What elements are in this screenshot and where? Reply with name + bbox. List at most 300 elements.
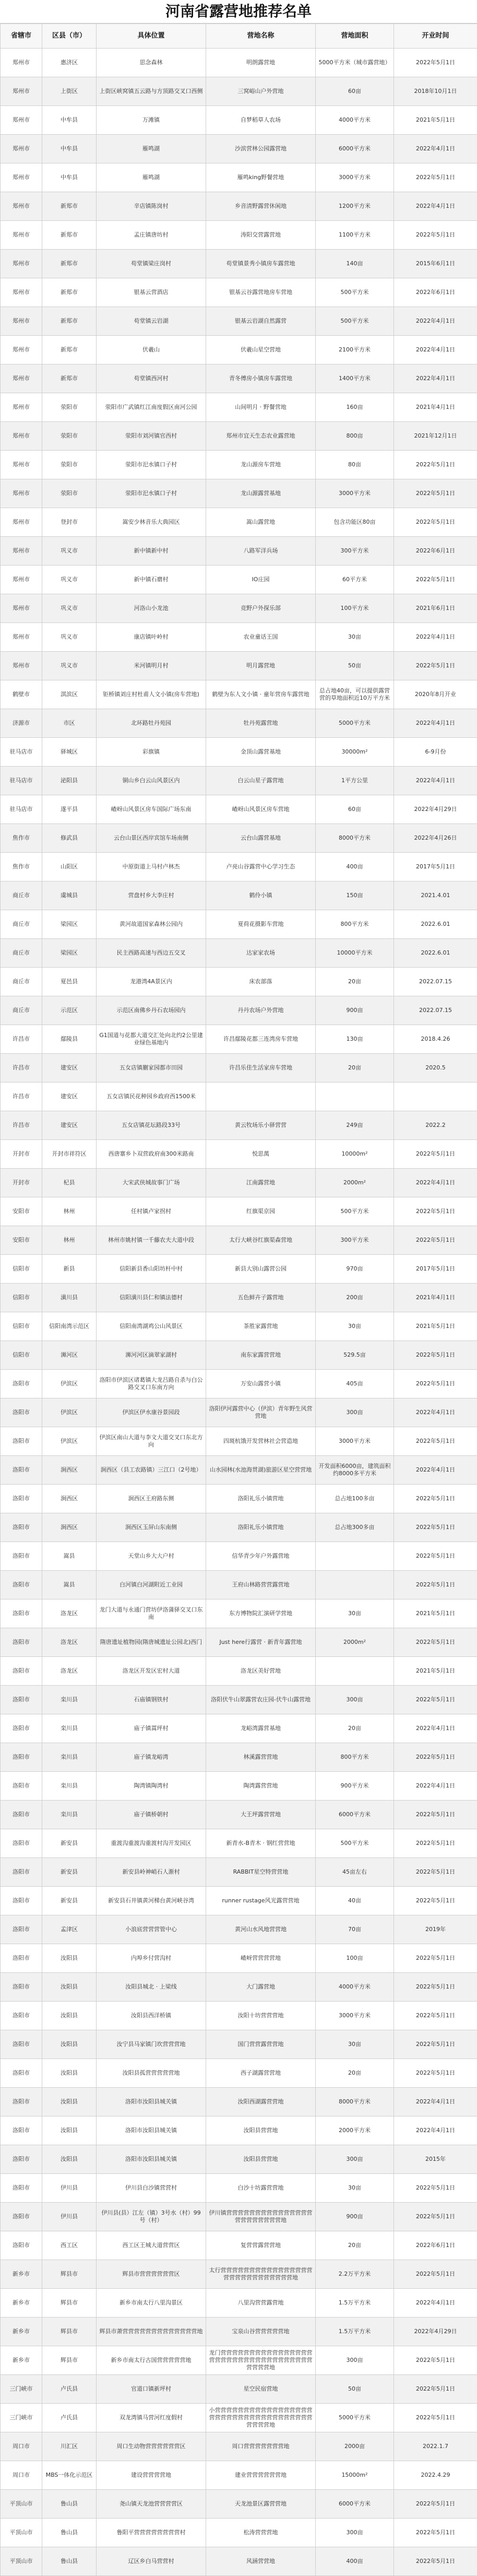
cell-location: 信阳潢川县仁和镇法德村 bbox=[97, 1284, 206, 1312]
cell-city: 新乡市 bbox=[1, 2289, 42, 2318]
table-row bbox=[1, 393, 477, 422]
cell-camp-name: 龙门营营营营营营营营营营营营营营营营营营营营营营营营营营营营营营营营营营营营营营地 bbox=[206, 2346, 316, 2375]
cell-location: 涧西区（县工农路镇）三江口（2号地） bbox=[97, 1456, 206, 1485]
cell-city: 三门峡市 bbox=[1, 2375, 42, 2404]
table-row bbox=[1, 2203, 477, 2231]
cell-city: 郑州市 bbox=[1, 508, 42, 537]
cell-district: 新安县 bbox=[42, 1829, 97, 1858]
cell-open-date: 2021.4.01 bbox=[394, 881, 477, 910]
cell-camp-name: 天龙池景区露营营地 bbox=[206, 2490, 316, 2519]
table-row bbox=[1, 1599, 477, 1628]
cell-camp-name: 大门露营地 bbox=[206, 1973, 316, 2002]
cell-area: 1200平方米 bbox=[316, 192, 394, 221]
cell-camp-name: 国门营营露营营地 bbox=[206, 2030, 316, 2059]
cell-city: 洛阳市 bbox=[1, 1370, 42, 1398]
cell-district: 中牟县 bbox=[42, 135, 97, 163]
cell-district: 辉县市 bbox=[42, 2346, 97, 2375]
cell-open-date: 2022.07.15 bbox=[394, 996, 477, 1025]
cell-area bbox=[316, 1657, 394, 1686]
cell-open-date: 2022年5月1日 bbox=[394, 1513, 477, 1542]
cell-district: 卢氏县 bbox=[42, 2375, 97, 2404]
table-row bbox=[1, 1341, 477, 1370]
cell-location: 伊川县(县）江左（镇）3号水（村）99号（村） bbox=[97, 2203, 206, 2231]
cell-area: 140亩 bbox=[316, 250, 394, 278]
cell-location: 汝阳县孤营营营营营地 bbox=[97, 2059, 206, 2088]
cell-camp-name: runner rustage风光露营营地 bbox=[206, 1887, 316, 1915]
cell-district: 洛龙区 bbox=[42, 1599, 97, 1628]
table-row bbox=[1, 479, 477, 508]
cell-area: 5000平方米 bbox=[316, 2404, 394, 2432]
cell-open-date: 2022年5月1日 bbox=[394, 1226, 477, 1255]
cell-camp-name: 明朗露营地 bbox=[206, 49, 316, 77]
cell-open-date: 2021年5月1日 bbox=[394, 1312, 477, 1341]
cell-district: 遂平县 bbox=[42, 795, 97, 824]
cell-district: 鲁山县 bbox=[42, 2519, 97, 2547]
cell-district: 夏邑县 bbox=[42, 968, 97, 996]
cell-area: 1400平方米 bbox=[316, 364, 394, 393]
cell-city: 平顶山市 bbox=[1, 2519, 42, 2547]
cell-open-date: 2021年4月1日 bbox=[394, 393, 477, 422]
cell-city: 洛阳市 bbox=[1, 1887, 42, 1915]
table-row bbox=[1, 2145, 477, 2174]
cell-city: 许昌市 bbox=[1, 1111, 42, 1140]
table-row bbox=[1, 709, 477, 738]
cell-camp-name: 陶湾露营营地 bbox=[206, 1772, 316, 1801]
cell-camp-name: 黄云牧场乐小驿营营 bbox=[206, 1111, 316, 1140]
cell-location: 彩旗镇 bbox=[97, 738, 206, 767]
cell-area: 1.5万平方米 bbox=[316, 2289, 394, 2318]
cell-open-date: 2022年5月1日 bbox=[394, 1801, 477, 1829]
table-row bbox=[1, 2375, 477, 2404]
cell-location: 洛龙区开发区宏村大道 bbox=[97, 1657, 206, 1686]
cell-area: 300亩 bbox=[316, 2519, 394, 2547]
cell-area: 405亩 bbox=[316, 1370, 394, 1398]
cell-district: 新郑市 bbox=[42, 250, 97, 278]
cell-location: 小浪底营营营管中心 bbox=[97, 1915, 206, 1944]
cell-district: 巩义市 bbox=[42, 652, 97, 680]
cell-location: 庙子镇龙峪湾 bbox=[97, 1743, 206, 1772]
table-row bbox=[1, 566, 477, 594]
table-row bbox=[1, 49, 477, 77]
cell-district: 梁园区 bbox=[42, 910, 97, 939]
cell-district: 荥阳市 bbox=[42, 393, 97, 422]
cell-camp-name: 金顶山露营基地 bbox=[206, 738, 316, 767]
cell-camp-name: 红旗渠京园 bbox=[206, 1197, 316, 1226]
cell-open-date: 2022年4月1日 bbox=[394, 2289, 477, 2318]
cell-city: 洛阳市 bbox=[1, 1542, 42, 1571]
cell-district: 栾川县 bbox=[42, 1686, 97, 1714]
cell-camp-name: 汝阳西湖露营营地 bbox=[206, 2088, 316, 2116]
table-row bbox=[1, 1571, 477, 1599]
cell-district: 涧西区 bbox=[42, 1513, 97, 1542]
cell-city: 洛阳市 bbox=[1, 2059, 42, 2088]
cell-camp-name: 新县大别山露营公园 bbox=[206, 1255, 316, 1284]
cell-district: 汝阳县 bbox=[42, 2059, 97, 2088]
cell-camp-name: IO庄园 bbox=[206, 566, 316, 594]
cell-location: 陶湾镇陶湾村 bbox=[97, 1772, 206, 1801]
cell-city: 洛阳市 bbox=[1, 2203, 42, 2231]
cell-district: 涧西区 bbox=[42, 1456, 97, 1485]
cell-open-date bbox=[394, 1083, 477, 1111]
table-header bbox=[1, 24, 477, 49]
cell-district: 新安县 bbox=[42, 1887, 97, 1915]
table-row bbox=[1, 2289, 477, 2318]
table-row bbox=[1, 2174, 477, 2203]
cell-camp-name: 龙山源露营基地 bbox=[206, 479, 316, 508]
header-row bbox=[1, 24, 477, 49]
table-row bbox=[1, 1485, 477, 1513]
cell-location: 辉县市萧营营营营营营营营营营营营营地 bbox=[97, 2318, 206, 2346]
cell-camp-name: 夏荷花摄影车营地 bbox=[206, 910, 316, 939]
cell-city: 开封市 bbox=[1, 1169, 42, 1197]
cell-district: 汝阳县 bbox=[42, 2116, 97, 2145]
cell-open-date: 2019年 bbox=[394, 1915, 477, 1944]
cell-district: 栾川县 bbox=[42, 1714, 97, 1743]
cell-city: 洛阳市 bbox=[1, 1915, 42, 1944]
table-row bbox=[1, 278, 477, 307]
table-row bbox=[1, 1054, 477, 1083]
cell-camp-name: 郑州市宜天生态农业露营地 bbox=[206, 422, 316, 451]
cell-city: 洛阳市 bbox=[1, 1485, 42, 1513]
cell-camp-name: 苟堂镇景秀小镇房车露营地 bbox=[206, 250, 316, 278]
cell-district: 栾川县 bbox=[42, 1801, 97, 1829]
cell-camp-name: 竞野户外探乐部 bbox=[206, 594, 316, 623]
cell-location: 营盘村乡大李庄村 bbox=[97, 881, 206, 910]
table-row bbox=[1, 2002, 477, 2030]
cell-district: 示范区 bbox=[42, 996, 97, 1025]
cell-location: 钜桥镇刘庄村杜甫人文小镇(房车营地) bbox=[97, 680, 206, 709]
cell-area: 900亩 bbox=[316, 2203, 394, 2231]
cell-area: 160亩 bbox=[316, 393, 394, 422]
cell-location: 银基云营酒店 bbox=[97, 278, 206, 307]
cell-city: 信阳市 bbox=[1, 1312, 42, 1341]
cell-district: 伊滨区 bbox=[42, 1427, 97, 1456]
cell-area: 总占地100多亩 bbox=[316, 1485, 394, 1513]
cell-area bbox=[316, 1571, 394, 1599]
cell-camp-name: 洛龙区美好营地 bbox=[206, 1657, 316, 1686]
cell-district: 伊滨区 bbox=[42, 1398, 97, 1427]
cell-camp-name: 八路军洋兵场 bbox=[206, 537, 316, 566]
cell-district: 林州 bbox=[42, 1226, 97, 1255]
cell-district: 伊川县 bbox=[42, 2174, 97, 2203]
cell-area: 150亩 bbox=[316, 881, 394, 910]
cell-district: 伊川县 bbox=[42, 2203, 97, 2231]
table-row bbox=[1, 2260, 477, 2289]
cell-city: 周口市 bbox=[1, 2461, 42, 2490]
cell-location: 隋唐遗址植物园(隋唐城遗址公园北)西门 bbox=[97, 1628, 206, 1657]
cell-open-date: 2022年5月1日 bbox=[394, 2260, 477, 2289]
cell-city: 商丘市 bbox=[1, 881, 42, 910]
cell-camp-name bbox=[206, 1083, 316, 1111]
cell-open-date: 2022年4月1日 bbox=[394, 623, 477, 652]
cell-area bbox=[316, 1542, 394, 1571]
cell-open-date: 2022年5月1日 bbox=[394, 49, 477, 77]
table-row bbox=[1, 795, 477, 824]
table-row bbox=[1, 738, 477, 767]
cell-area: 970亩 bbox=[316, 1255, 394, 1284]
cell-location: 新乡市南太行古国营营营营营地 bbox=[97, 2346, 206, 2375]
cell-camp-name: 洛阳伏牛山翠露营农庄园-伏牛山露营地 bbox=[206, 1686, 316, 1714]
table-row bbox=[1, 1772, 477, 1801]
table-row bbox=[1, 508, 477, 537]
cell-location: 林州市姚村镇一千藤农夫大道中段 bbox=[97, 1226, 206, 1255]
cell-camp-name: 卢亮山谷露营中心学习生态 bbox=[206, 853, 316, 881]
cell-city: 焦作市 bbox=[1, 853, 42, 881]
cell-camp-name: 大王坪露营营地 bbox=[206, 1801, 316, 1829]
table-row bbox=[1, 77, 477, 106]
cell-open-date: 2018.4.26 bbox=[394, 1025, 477, 1054]
cell-camp-name: 四斑杭饿开发营林社会营造地 bbox=[206, 1427, 316, 1456]
cell-district: 洛龙区 bbox=[42, 1657, 97, 1686]
table-row bbox=[1, 1628, 477, 1657]
cell-area: 30亩 bbox=[316, 2174, 394, 2203]
cell-district: 淇滨区 bbox=[42, 680, 97, 709]
table-row bbox=[1, 2030, 477, 2059]
cell-district: 泌阳县 bbox=[42, 767, 97, 795]
cell-district: 嵩县 bbox=[42, 1542, 97, 1571]
cell-area: 20亩 bbox=[316, 1714, 394, 1743]
cell-city: 洛阳市 bbox=[1, 1628, 42, 1657]
cell-area: 70亩 bbox=[316, 1915, 394, 1944]
cell-district: 中牟县 bbox=[42, 163, 97, 192]
cell-district: 惠济区 bbox=[42, 49, 97, 77]
cell-location: 辉县市营营营营营营区 bbox=[97, 2260, 206, 2289]
cell-district: 汝阳县 bbox=[42, 2145, 97, 2174]
cell-area: 800平方米 bbox=[316, 910, 394, 939]
cell-city: 郑州市 bbox=[1, 537, 42, 566]
cell-district: 洛龙区 bbox=[42, 1628, 97, 1657]
cell-location: 苟堂镇云岩湖 bbox=[97, 307, 206, 336]
cell-area: 500平方米 bbox=[316, 1829, 394, 1858]
cell-area: 3000平方米 bbox=[316, 479, 394, 508]
cell-city: 郑州市 bbox=[1, 594, 42, 623]
cell-city: 郑州市 bbox=[1, 652, 42, 680]
cell-city: 洛阳市 bbox=[1, 1714, 42, 1743]
cell-area: 2000亩 bbox=[316, 2432, 394, 2461]
cell-location: 伊滨区伊水康谷景园段 bbox=[97, 1398, 206, 1427]
cell-camp-name: 信华青少年户外露营地 bbox=[206, 1542, 316, 1571]
cell-location: 荥阳市汜水镇口子村 bbox=[97, 479, 206, 508]
cell-location: 辽区乡白马营营村 bbox=[97, 2547, 206, 2576]
cell-area: 50亩 bbox=[316, 652, 394, 680]
cell-open-date: 2022年4月26日 bbox=[394, 824, 477, 853]
cell-district: 潢川县 bbox=[42, 1284, 97, 1312]
cell-location: 伏羲山 bbox=[97, 336, 206, 364]
cell-area: 300亩 bbox=[316, 2145, 394, 2174]
cell-city: 郑州市 bbox=[1, 479, 42, 508]
cell-location: 苟堂镇西河村 bbox=[97, 364, 206, 393]
table-row bbox=[1, 2547, 477, 2576]
cell-location: 苟堂镇梁庄岗村 bbox=[97, 250, 206, 278]
cell-city: 驻马店市 bbox=[1, 795, 42, 824]
cell-area: 20亩 bbox=[316, 2059, 394, 2088]
cell-district: 涧西区 bbox=[42, 1485, 97, 1513]
cell-area: 1100平方米 bbox=[316, 221, 394, 250]
cell-location: 新中镇新中村 bbox=[97, 537, 206, 566]
cell-camp-name: 白沙十坊露营营地 bbox=[206, 2174, 316, 2203]
cell-location: 荥阳市汜水镇口子村 bbox=[97, 451, 206, 479]
cell-district: 川汇区 bbox=[42, 2432, 97, 2461]
cell-city: 洛阳市 bbox=[1, 2145, 42, 2174]
table-row bbox=[1, 853, 477, 881]
cell-area: 20亩 bbox=[316, 968, 394, 996]
cell-camp-name: 洛阳伊河露营中心（伊滨）青年野生风营营地 bbox=[206, 1398, 316, 1427]
cell-district: 新郑市 bbox=[42, 278, 97, 307]
cell-district: 上街区 bbox=[42, 77, 97, 106]
cell-location: 云台山景区西岸宾馆车场南侧 bbox=[97, 824, 206, 853]
cell-open-date: 2022年4月1日 bbox=[394, 1169, 477, 1197]
cell-district: 汝阳县 bbox=[42, 2030, 97, 2059]
cell-open-date: 2022年4月1日 bbox=[394, 364, 477, 393]
cell-open-date: 2022年4月1日 bbox=[394, 767, 477, 795]
cell-area: 100亩 bbox=[316, 1944, 394, 1973]
cell-open-date: 2022.4.29 bbox=[394, 2461, 477, 2490]
table-row bbox=[1, 1542, 477, 1571]
header-area: 营地面积 bbox=[316, 24, 394, 49]
cell-area: 60亩 bbox=[316, 795, 394, 824]
cell-camp-name: 雁鸣king野餐营地 bbox=[206, 163, 316, 192]
table-row bbox=[1, 939, 477, 968]
cell-camp-name: 南东家露营营地 bbox=[206, 1341, 316, 1370]
cell-open-date: 2022年5月1日 bbox=[394, 1485, 477, 1513]
table-row bbox=[1, 1427, 477, 1456]
cell-city: 许昌市 bbox=[1, 1054, 42, 1083]
table-row bbox=[1, 680, 477, 709]
cell-city: 平顶山市 bbox=[1, 2490, 42, 2519]
cell-camp-name: 万安山露营小镇 bbox=[206, 1370, 316, 1398]
cell-location: 北环路牡丹苑园 bbox=[97, 709, 206, 738]
cell-location: 涧西区王府路东侧 bbox=[97, 1485, 206, 1513]
cell-city: 洛阳市 bbox=[1, 1743, 42, 1772]
cell-city: 周口市 bbox=[1, 2432, 42, 2461]
table-row bbox=[1, 1686, 477, 1714]
cell-camp-name: 农业童话王国 bbox=[206, 623, 316, 652]
cell-open-date: 2022年5月1日 bbox=[394, 1944, 477, 1973]
cell-camp-name: 洛阳礼乐小镇营地 bbox=[206, 1513, 316, 1542]
cell-city: 济源市 bbox=[1, 709, 42, 738]
cell-area: 500平方米 bbox=[316, 307, 394, 336]
cell-city: 洛阳市 bbox=[1, 2088, 42, 2116]
table-row bbox=[1, 2231, 477, 2260]
table-row bbox=[1, 1370, 477, 1398]
cell-camp-name: 伏羲山星空营地 bbox=[206, 336, 316, 364]
cell-location: 洛阳市汝阳县城关镇 bbox=[97, 2088, 206, 2116]
cell-location: 庙子镇蒿坪村 bbox=[97, 1714, 206, 1743]
cell-city: 洛阳市 bbox=[1, 2030, 42, 2059]
cell-location: 雁鸣湖 bbox=[97, 163, 206, 192]
cell-location: 官道口镇新坪村 bbox=[97, 2375, 206, 2404]
cell-camp-name: 龙峪湾露营基地 bbox=[206, 1714, 316, 1743]
cell-city: 洛阳市 bbox=[1, 1829, 42, 1858]
cell-camp-name: 悦思萬 bbox=[206, 1140, 316, 1169]
cell-open-date: 2017年5月1日 bbox=[394, 853, 477, 881]
cell-city: 新乡市 bbox=[1, 2318, 42, 2346]
cell-location: 铜山乡白云山风景区内 bbox=[97, 767, 206, 795]
table-row bbox=[1, 1743, 477, 1772]
cell-area: 40亩 bbox=[316, 1887, 394, 1915]
cell-open-date: 2022年5月1日 bbox=[394, 2002, 477, 2030]
cell-area: 20亩 bbox=[316, 1054, 394, 1083]
cell-area: 10000m² bbox=[316, 1140, 394, 1169]
cell-city: 洛阳市 bbox=[1, 1513, 42, 1542]
cell-area: 15000m² bbox=[316, 2461, 394, 2490]
cell-city: 信阳市 bbox=[1, 1341, 42, 1370]
cell-area: 50亩 bbox=[316, 2375, 394, 2404]
cell-camp-name: 松涛营营营地 bbox=[206, 2519, 316, 2547]
cell-city: 洛阳市 bbox=[1, 1657, 42, 1686]
cell-camp-name: 嵩山露营地 bbox=[206, 508, 316, 537]
cell-open-date: 2022.2 bbox=[394, 1111, 477, 1140]
cell-open-date: 2015年 bbox=[394, 2145, 477, 2174]
cell-district: 梁园区 bbox=[42, 939, 97, 968]
cell-area: 2000m² bbox=[316, 1169, 394, 1197]
cell-open-date: 2022年5月1日 bbox=[394, 2346, 477, 2375]
cell-open-date: 2020.5 bbox=[394, 1054, 477, 1083]
table-body bbox=[1, 49, 477, 2576]
cell-location: 新乡市南太行八里沟景区 bbox=[97, 2289, 206, 2318]
cell-city: 许昌市 bbox=[1, 1025, 42, 1054]
cell-location: 西唐寨乡卜双营政府南300米路南 bbox=[97, 1140, 206, 1169]
cell-open-date: 2022年5月1日 bbox=[394, 2490, 477, 2519]
cell-district: 卢氏县 bbox=[42, 2404, 97, 2432]
cell-city: 信阳市 bbox=[1, 1255, 42, 1284]
cell-location: 米河镇明月村 bbox=[97, 652, 206, 680]
cell-location: 西工区王城大道营营区 bbox=[97, 2231, 206, 2260]
cell-open-date: 2022年4月1日 bbox=[394, 336, 477, 364]
cell-area: 4000平方米 bbox=[316, 106, 394, 135]
cell-open-date: 2022年5月1日 bbox=[394, 2174, 477, 2203]
cell-city: 洛阳市 bbox=[1, 1801, 42, 1829]
cell-district: 嵩县 bbox=[42, 1571, 97, 1599]
cell-city: 洛阳市 bbox=[1, 1571, 42, 1599]
table-row bbox=[1, 881, 477, 910]
cell-location: 孟庄镇唐坊村 bbox=[97, 221, 206, 250]
cell-district: 登封市 bbox=[42, 508, 97, 537]
cell-location: 新中镇石磨村 bbox=[97, 566, 206, 594]
cell-area: 5000平方米（城市露营地） bbox=[316, 49, 394, 77]
cell-district: 辉县市 bbox=[42, 2318, 97, 2346]
cell-open-date: 2022年4月1日 bbox=[394, 192, 477, 221]
cell-city: 洛阳市 bbox=[1, 1858, 42, 1887]
cell-area: 900平方米 bbox=[316, 1772, 394, 1801]
cell-camp-name: 汝阳十坊营营营地 bbox=[206, 2002, 316, 2030]
cell-area: 30亩 bbox=[316, 1312, 394, 1341]
cell-camp-name: 床农部落 bbox=[206, 968, 316, 996]
cell-area: 2.2万平方米 bbox=[316, 2260, 394, 2289]
cell-district: 伊滨区 bbox=[42, 1370, 97, 1398]
cell-location: 建设营营营营地 bbox=[97, 2461, 206, 2490]
cell-camp-name: 云台山露营基地 bbox=[206, 824, 316, 853]
cell-area: 10000平方米 bbox=[316, 939, 394, 968]
cell-location: 信阳南湾湖鸡公山风景区 bbox=[97, 1312, 206, 1341]
cell-open-date: 2022年4月1日 bbox=[394, 135, 477, 163]
table-row bbox=[1, 336, 477, 364]
table-row bbox=[1, 824, 477, 853]
cell-location: 新安县石井镇黄河梯台黄河峡谷湾 bbox=[97, 1887, 206, 1915]
cell-area: 400亩 bbox=[316, 853, 394, 881]
cell-area: 900亩 bbox=[316, 996, 394, 1025]
cell-district: 汝阳县 bbox=[42, 1944, 97, 1973]
cell-camp-name: 明月露营地 bbox=[206, 652, 316, 680]
cell-district: 汝阳县 bbox=[42, 2002, 97, 2030]
cell-city: 郑州市 bbox=[1, 221, 42, 250]
cell-city: 洛阳市 bbox=[1, 1456, 42, 1485]
cell-city: 郑州市 bbox=[1, 192, 42, 221]
cell-open-date: 2022年5月1日 bbox=[394, 479, 477, 508]
cell-district: 辉县市 bbox=[42, 2289, 97, 2318]
cell-location: 万滩镇 bbox=[97, 106, 206, 135]
cell-location: 黄河故道国家森林公园内 bbox=[97, 910, 206, 939]
